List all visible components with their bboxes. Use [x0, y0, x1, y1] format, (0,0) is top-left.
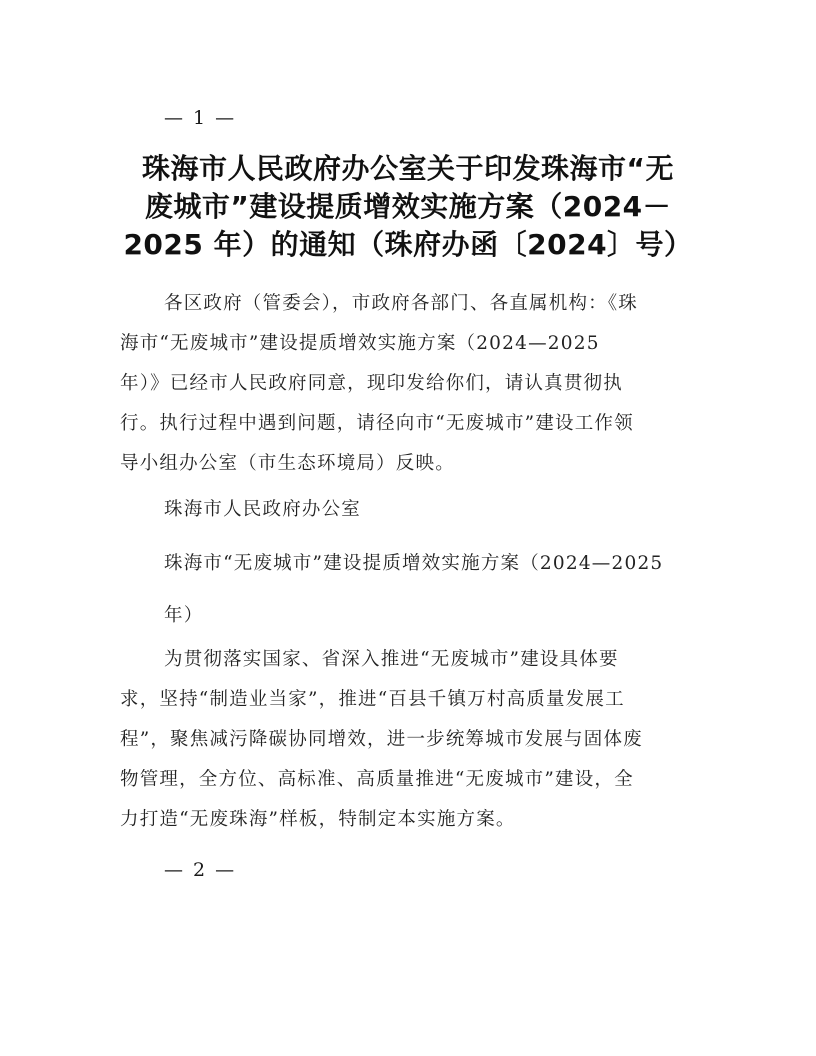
page-number-1: — 1 — [164, 107, 237, 129]
plan-paragraph [120, 640, 700, 840]
title-line: 珠海市人民政府办公室关于印发珠海市“无 [142, 152, 674, 185]
paragraph-line: 海市“无废城市”建设提质增效实施方案（2024—2025 [120, 333, 600, 354]
plan-title-line: 珠海市“无废城市”建设提质增效实施方案（2024—2025 [164, 553, 664, 574]
paragraph-line: 年）》已经市人民政府同意，现印发给你们，请认真贯彻执 [120, 373, 623, 394]
page-number-2: — 2 — [164, 859, 237, 881]
document-title [118, 150, 698, 264]
paragraph-line: 导小组办公室（市生态环境局）反映。 [120, 453, 455, 474]
paragraph-line: 程”，聚焦减污降碳协同增效，进一步统筹城市发展与固体废 [120, 729, 643, 750]
paragraph-line: 求，坚持“制造业当家”，推进“百县千镇万村高质量发展工 [120, 689, 625, 710]
intro-paragraph [120, 284, 700, 484]
paragraph-line: 物管理，全方位、高标准、高质量推进“无废城市”建设，全 [120, 769, 634, 790]
paragraph-line: 行。执行过程中遇到问题，请径向市“无废城市”建设工作领 [120, 413, 634, 434]
title-line: 废城市”建设提质增效实施方案（2024－ [144, 190, 672, 223]
title-line: 2025 年）的通知（珠府办函〔2024〕号） [123, 228, 693, 261]
plan-title-line: 年） [164, 605, 204, 626]
plan-title [120, 544, 700, 636]
paragraph-line: 为贯彻落实国家、省深入推进“无废城市”建设具体要 [164, 649, 619, 670]
signature-block [120, 490, 700, 530]
paragraph-line: 力打造“无废珠海”样板，特制定本实施方案。 [120, 809, 516, 830]
signature: 珠海市人民政府办公室 [164, 499, 362, 520]
paragraph-line: 各区政府（管委会），市政府各部门、各直属机构：《珠 [164, 293, 639, 314]
